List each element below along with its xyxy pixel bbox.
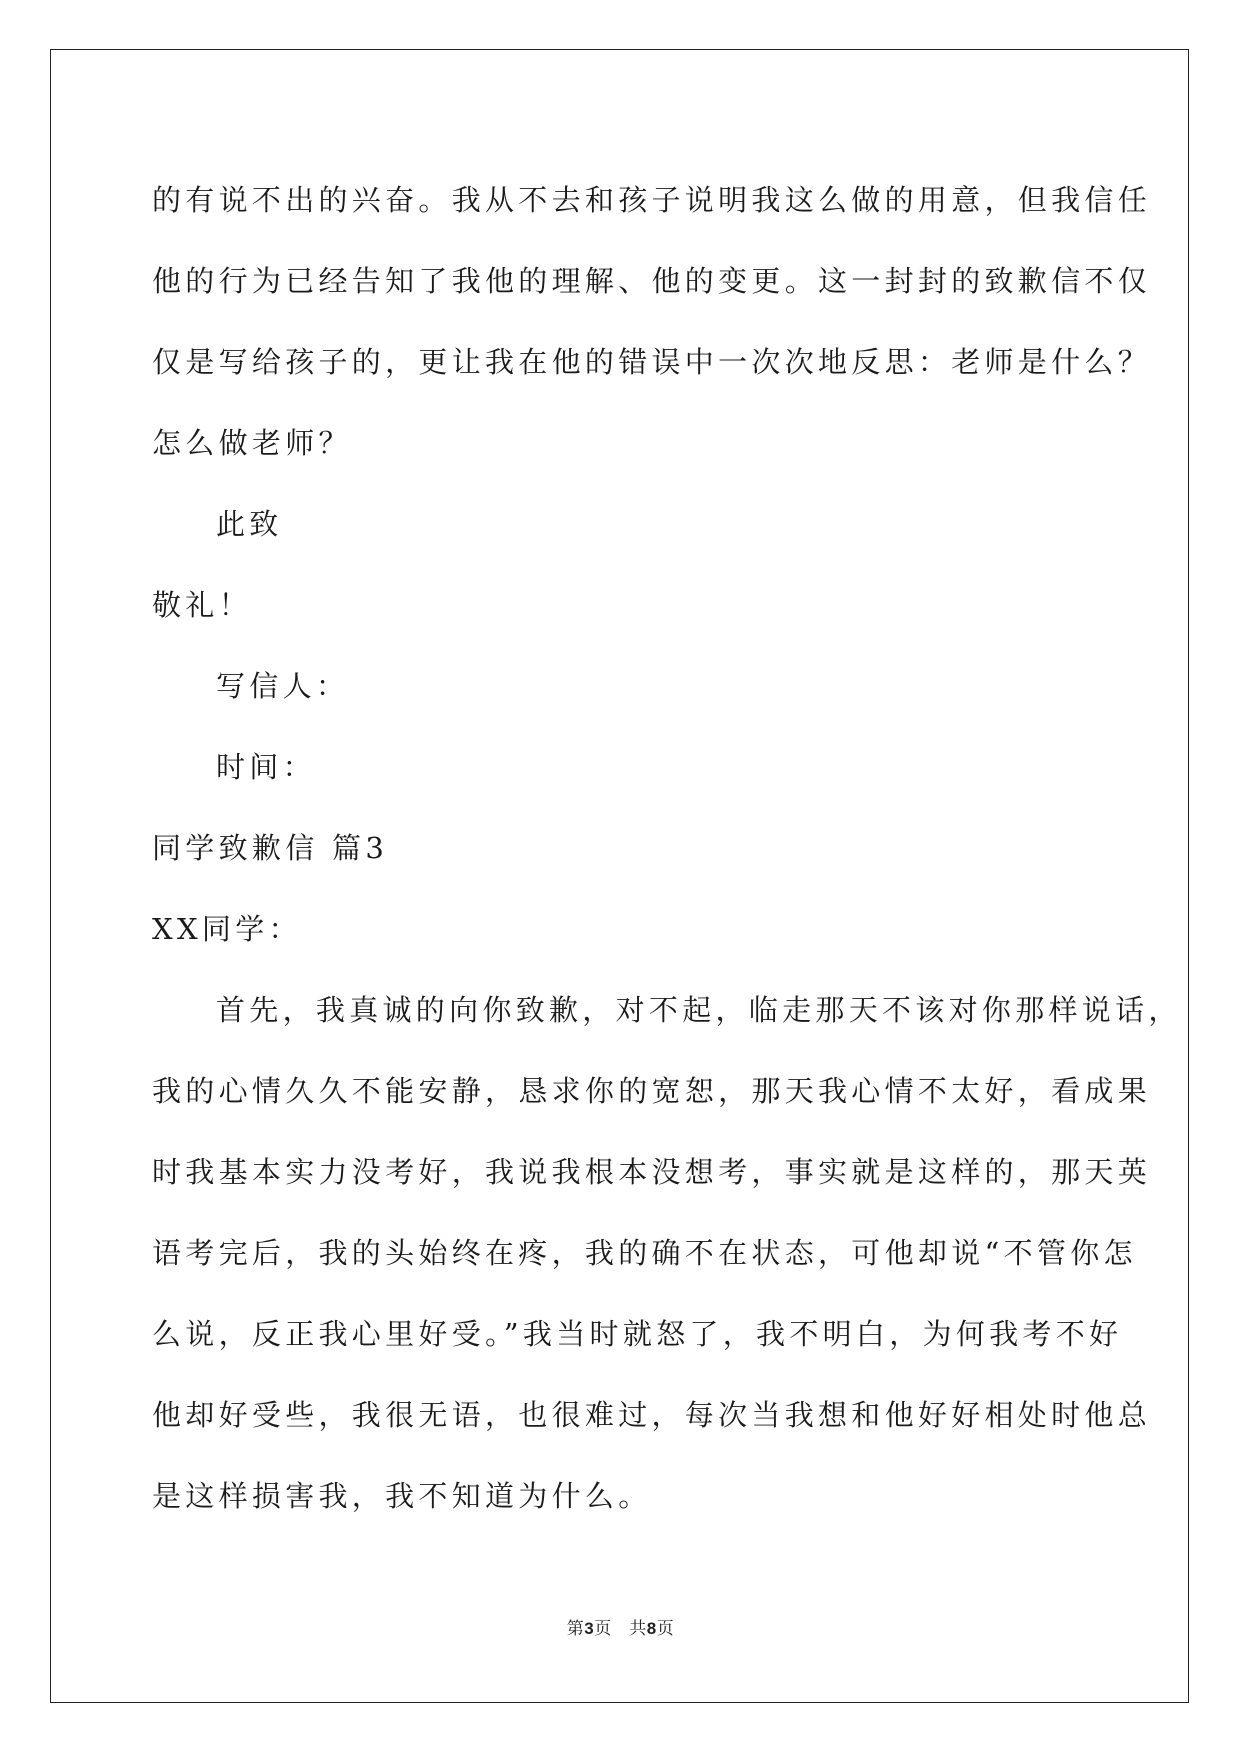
document-body [152, 160, 1182, 1537]
paragraph-line: 他却好受些，我很无语，也很难过，每次当我想和他好好相处时他总 [152, 1398, 1152, 1432]
signature-date: 时间： [216, 750, 316, 784]
section-heading: 同学致歉信 篇3 [152, 831, 389, 865]
closing-respect: 敬礼！ [152, 588, 252, 622]
signature-writer: 写信人： [216, 669, 350, 703]
page-footer [0, 1614, 1241, 1639]
footer-suffix: 页 [656, 1619, 675, 1639]
paragraph-line: 我的心情久久不能安静，恳求你的宽恕，那天我心情不太好，看成果 [152, 1074, 1152, 1108]
paragraph-line: 仅是写给孩子的，更让我在他的错误中一次次地反思：老师是什么？ [152, 345, 1152, 379]
closing-salutation: 此致 [216, 507, 283, 541]
letter-greeting: XX同学： [152, 912, 302, 946]
paragraph-line: 怎么做老师？ [152, 426, 352, 460]
total-pages-number: 8 [646, 1619, 657, 1638]
paragraph-line: 语考完后，我的头始终在疼，我的确不在状态，可他却说“不管你怎 [152, 1236, 1137, 1270]
current-page-number: 3 [584, 1619, 595, 1638]
footer-prefix: 第 [566, 1619, 585, 1639]
paragraph-line: 是这样损害我，我不知道为什么。 [152, 1479, 652, 1513]
paragraph-line: 时我基本实力没考好，我说我根本没想考，事实就是这样的，那天英 [152, 1155, 1152, 1189]
paragraph-line: 首先，我真诚的向你致歉，对不起，临走那天不该对你那样说话， [216, 993, 1182, 1027]
footer-middle: 页 共 [594, 1619, 647, 1639]
paragraph-line: 么说，反正我心里好受。”我当时就怒了，我不明白，为何我考不好 [152, 1317, 1123, 1351]
paragraph-line: 的有说不出的兴奋。我从不去和孩子说明我这么做的用意，但我信任 [152, 183, 1152, 217]
paragraph-line: 他的行为已经告知了我他的理解、他的变更。这一封封的致歉信不仅 [152, 264, 1152, 298]
